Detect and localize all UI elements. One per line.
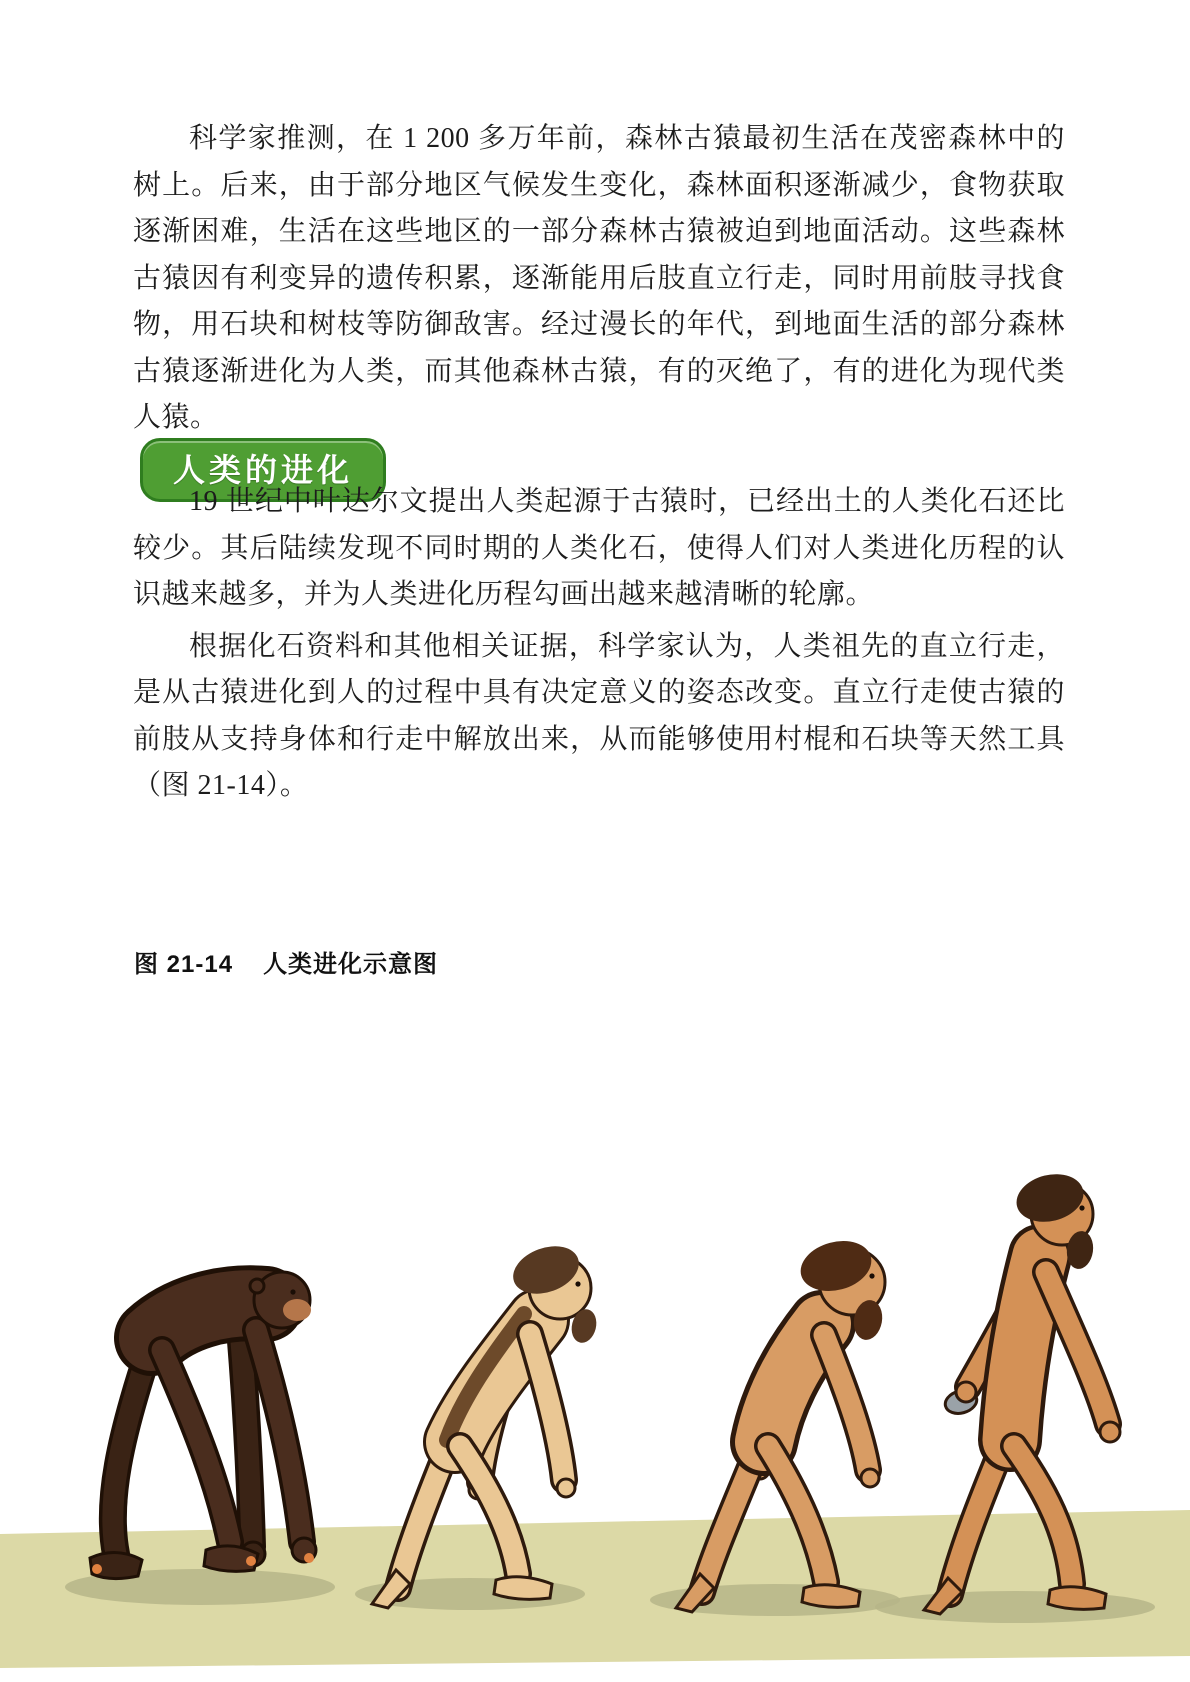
human-evolution-illustration [0,1042,1190,1682]
paragraph-block-2 [133,479,1065,810]
ape-ear [250,1279,264,1293]
ape-eye [290,1289,295,1294]
shadow-modern-human [875,1591,1155,1623]
figure-caption [134,944,438,979]
figure-caption-title: 人类进化示意图 [263,951,439,978]
paragraph-upright-walking: 根据化石资料和其他相关证据，科学家认为，人类祖先的直立行走，是从古猿进化到人的过程中具有决定意义的姿态改变。直立行走使古猿的前肢从支持身体和行走中解放出来，从而能够使用村棍和石块等天然工具（图 21-14）。 [133,630,1065,801]
paragraph-fossil-discoveries: 19 世纪中叶达尔文提出人类起源于古猿时，已经出土的人类化石还比较少。其后陆续发现不同时期的人类化石，使得人们对人类进化历程的认识越来越多，并为人类进化历程勾画出越来越清晰的轮廓。 [133,486,1065,610]
human-front-foot [1048,1587,1106,1610]
ape-muzzle [283,1299,311,1321]
early-hominid-front-hand [557,1479,575,1497]
human-front-hand [1100,1422,1120,1442]
human-torso [1010,1256,1040,1440]
paragraph-block-1 [133,116,1065,442]
erectus-eye [869,1273,874,1278]
paragraph-forest-apes: 科学家推测，在 1 200 多万年前，森林古猿最初生活在茂密森林中的树上。后来，由于部分地区气候发生变化，森林面积逐渐减少，食物获取逐渐困难，生活在这些地区的一部分森林古猿被迫到地面活动。这些森林古猿因有利变异的遗传积累，逐渐能用后肢直立行走，同时用前肢寻找食物，用石块和树枝等防御敌害。经过漫长的年代，到地面生活的部分森林古猿逐渐进化为人类，而其他森林古猿，有的灭绝了，有的进化为现代类人猿。 [133,123,1065,433]
erectus-front-foot [802,1585,860,1608]
section-heading-label: 人类的进化 [173,452,354,488]
early-hominid-front-foot [494,1577,552,1600]
figure-caption-number: 图 21-14 [134,951,234,978]
human-rear-hand [956,1382,976,1402]
early-hominid-eye [575,1281,580,1286]
human-eye [1079,1205,1084,1210]
erectus-front-hand [861,1469,879,1487]
